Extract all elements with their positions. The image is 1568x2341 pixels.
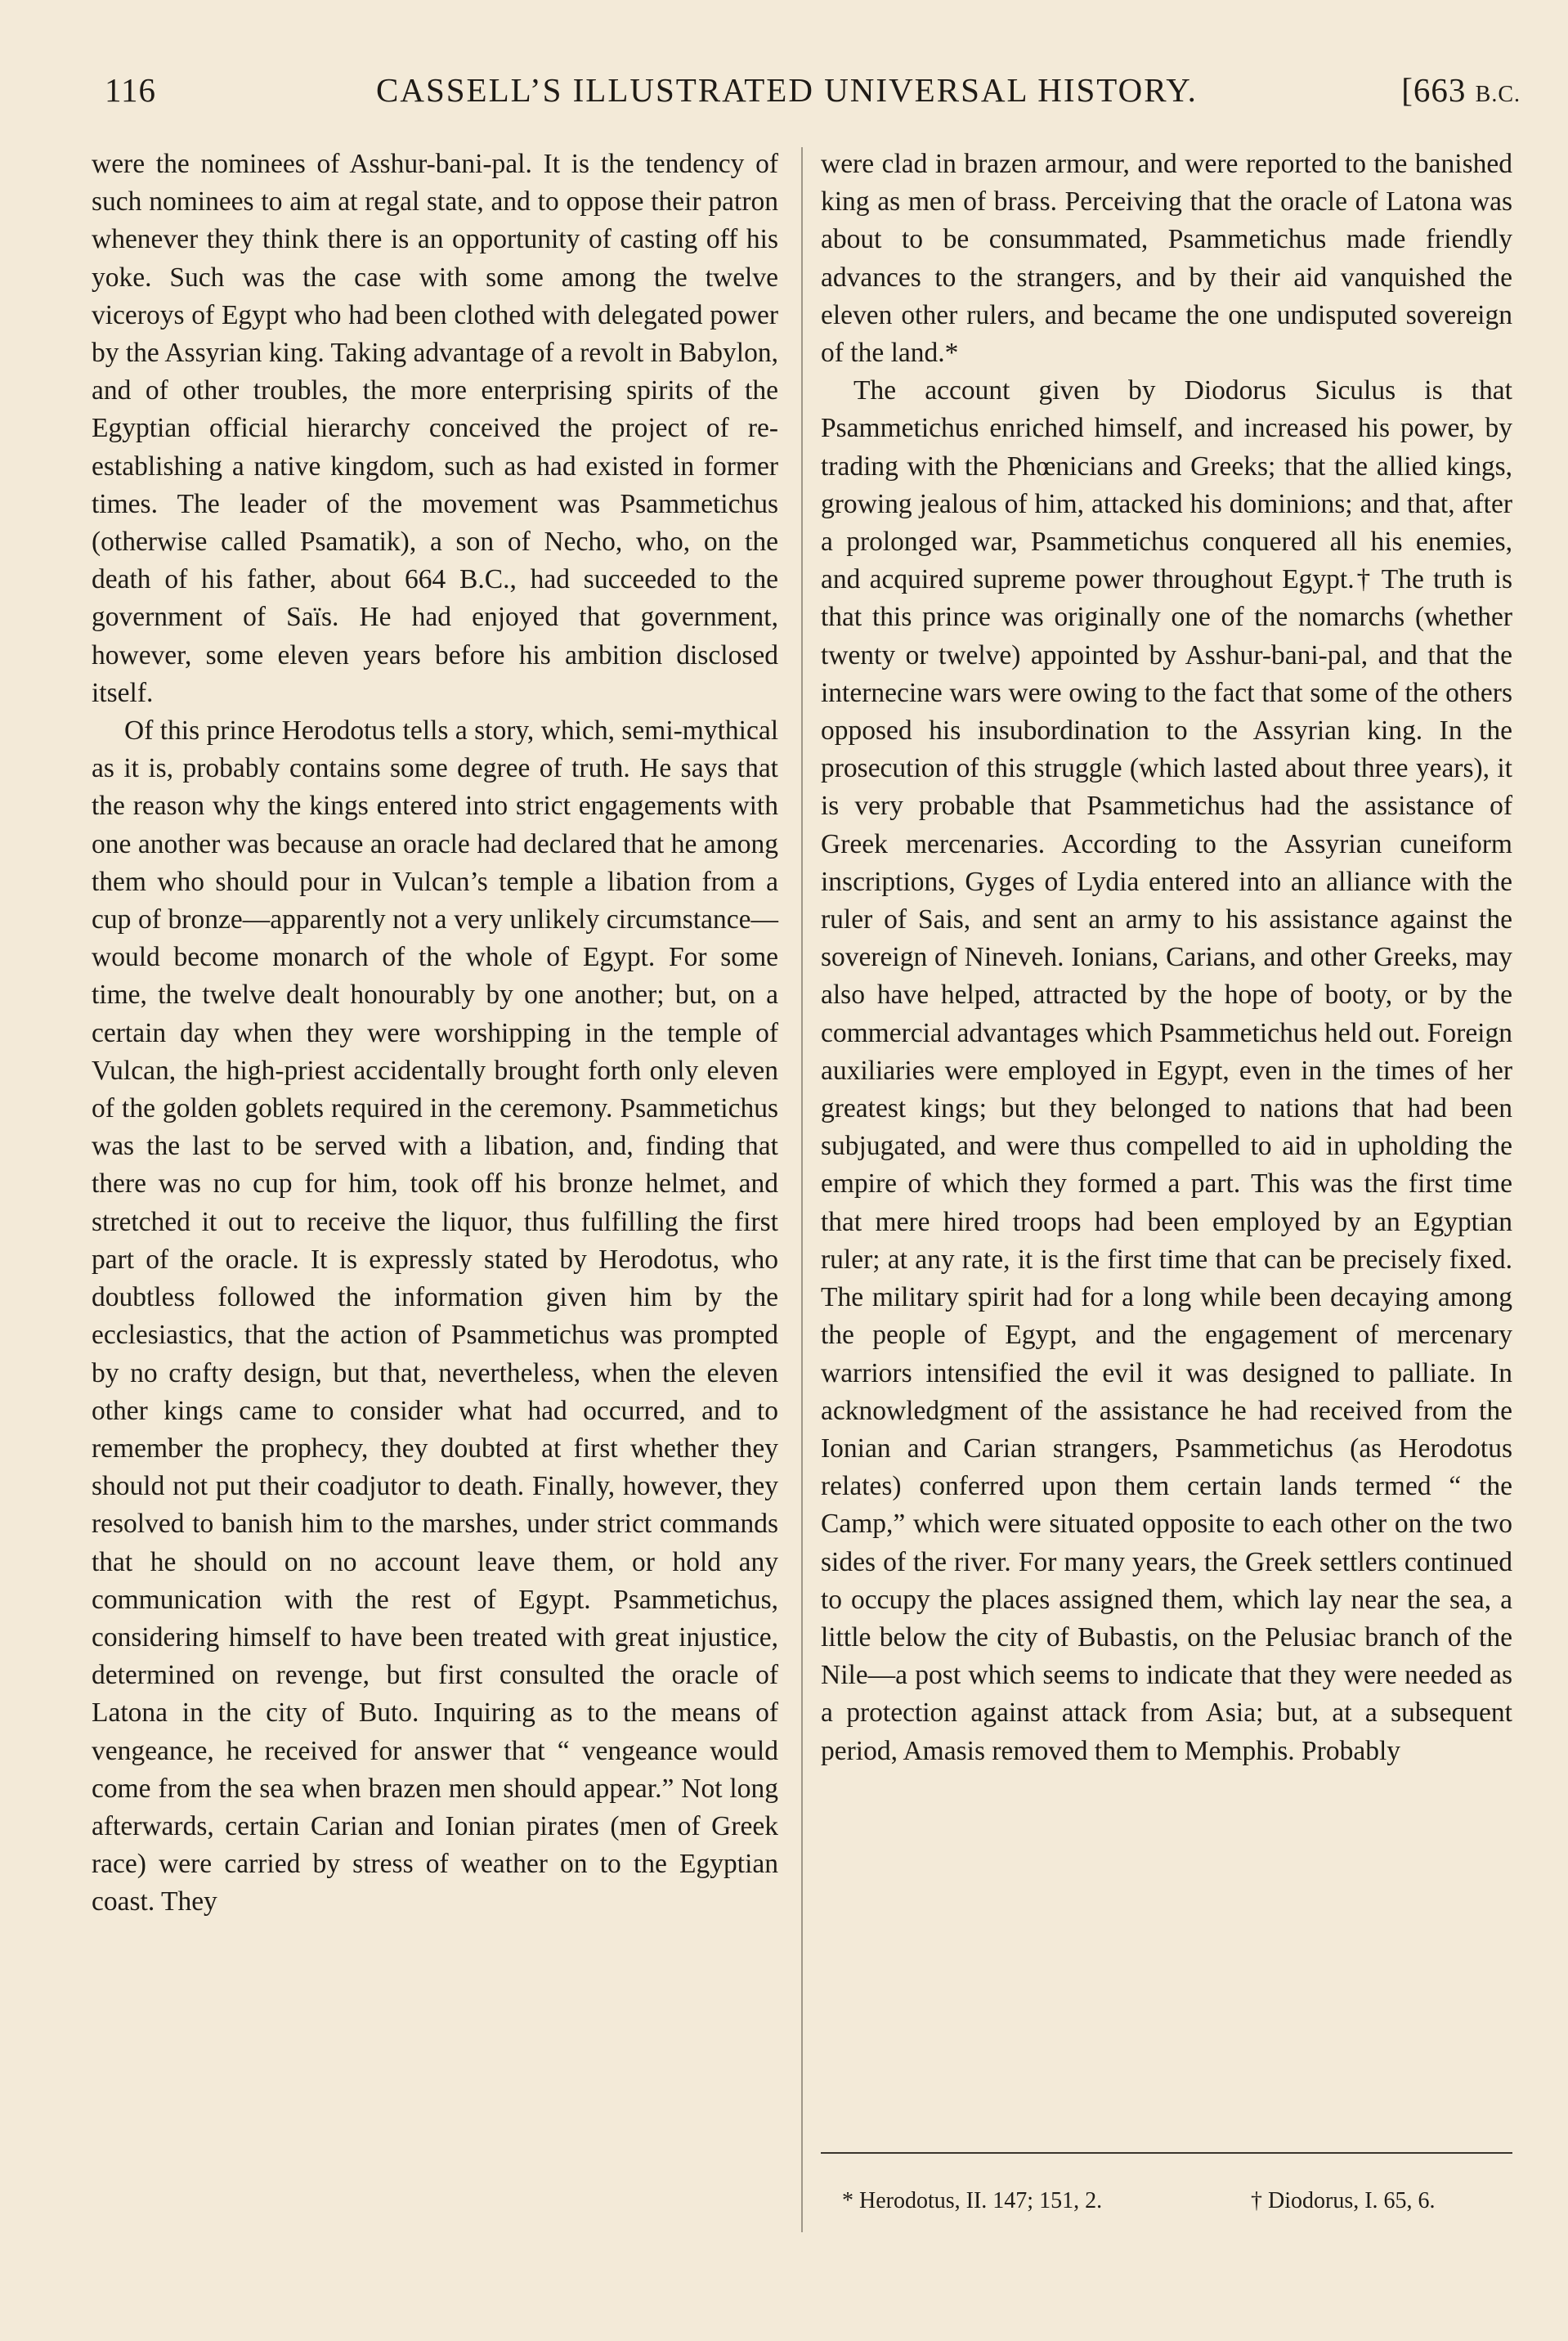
date-year: [663: [1401, 71, 1467, 109]
page-number: 116: [105, 71, 156, 109]
footnote-herodotus: * Herodotus, II. 147; 151, 2.: [842, 2188, 1103, 2213]
column-divider: [801, 147, 803, 2232]
running-title: CASSELL’S ILLUSTRATED UNIVERSAL HISTORY.: [376, 71, 1198, 109]
right-paragraph-2: The account given by Diodorus Siculus is that Psammetichus enriched himself, and increased his power, by trading with the Phœnicians and Greeks; that the allied kings, growing jealous of him, attacked his dominions; and that, after a prolonged war, Psammetichus conquered all his enemies, and acquired supreme power throughout Egypt.† The truth is that this prince was originally one of the nomarchs (whether twenty or twelve) appointed by Asshur-bani-pal, and that the internecine wars were owing to the fact that some of the others opposed his insubordination to the Assyrian king. In the prosecution of this struggle (which lasted about three years), it is very probable that Psammetichus had the assistance of Greek mercenaries. According to the Assyrian cuneiform inscriptions, Gyges of Lydia entered into an alliance with the ruler of Sais, and sent an army to his assistance against the sovereign of Nineveh. Ionians, Carians, and other Greeks, may also have helped, attracted by the hope of booty, or by the commercial advantages which Psammetichus held out. Foreign auxiliaries were employed in Egypt, even in the times of her greatest kings; but they belonged to nations that had been subjugated, and were thus compelled to aid in upholding the empire of which they formed a part. This was the first time that mere hired troops had been employed by an Egyptian ruler; at any rate, it is the first time that can be precisely fixed. The military spirit had for a long while been decaying among the people of Egypt, and the engagement of mercenary warriors intensified the evil it was designed to palliate. In acknowledgment of the assistance he had received from the Ionian and Carian strangers, Psammetichus (as Herodotus relates) conferred upon them certain lands termed “ the Camp,” which were situated opposite to each other on the two sides of the river. For many years, the Greek settlers continued to occupy the places assigned them, which lay near the sea, a little below the city of Bubastis, on the Pelusiac branch of the Nile—a post which seems to indicate that they were needed as a protection against attack from Asia; but, at a subsequent period, Amasis removed them to Memphis. Probably: [821, 375, 1512, 1766]
footnote-rule: [821, 2152, 1512, 2154]
date-era: B.C.: [1475, 82, 1521, 107]
running-header: [98, 70, 1521, 119]
right-paragraph-1: were clad in brazen armour, and were reported to the banished king as men of brass. Perceiving that the oracle of Latona was about to be consummated, Psammetichus made friendly advances to the strangers, and by their aid vanquished the eleven other rulers, and became the one undisputed sovereign of the land.*: [821, 149, 1512, 369]
footnotes: [842, 2188, 1512, 2224]
left-paragraph-2: Of this prince Herodotus tells a story, which, semi-mythical as it is, probably contains some degree of truth. He says that the reason why the kings entered into strict engagements with one another was because an oracle had declared that he among them who should pour in Vulcan’s temple a libation from a cup of bronze—apparently not a very unlikely circumstance—would become monarch of the whole of Egypt. For some time, the twelve dealt honourably by one another; but, on a certain day when they were worshipping in the temple of Vulcan, the high-priest accidentally brought forth only eleven of the golden goblets required in the ceremony. Psammetichus was the last to be served with a libation, and, finding that there was no cup for him, took off his bronze helmet, and stretched it out to receive the liquor, thus fulfilling the first part of the oracle. It is expressly stated by Herodotus, who doubtless followed the information given him by the ecclesiastics, that the action of Psammetichus was prompted by no crafty design, but that, nevertheless, when the eleven other kings came to consider what had occurred, and to remember the prophecy, they doubted at first whether they should not put their coadjutor to death. Finally, however, they resolved to banish him to the marshes, under strict commands that he should on no account leave them, or hold any communication with the rest of Egypt. Psammetichus, considering himself to have been treated with great injustice, determined on revenge, but first consulted the oracle of Latona in the city of Buto. Inquiring as to the means of vengeance, he received for answer that “ vengeance would come from the sea when brazen men should appear.” Not long afterwards, certain Carian and Ionian pirates (men of Greek race) were carried by stress of weather on to the Egyptian coast. They: [92, 715, 778, 1917]
right-column: [821, 146, 1512, 1770]
date-reference: [1401, 70, 1521, 110]
left-column: [92, 146, 778, 1922]
left-paragraph-1: were the nominees of Asshur-bani-pal. It is the tendency of such nominees to aim at regal state, and to oppose their patron whenever they think there is an opportunity of casting off his yoke. Such was the case with some among the twelve viceroys of Egypt who had been clothed with delegated power by the Assyrian king. Taking advantage of a revolt in Babylon, and of other troubles, the more enterprising spirits of the Egyptian official hierarchy conceived the project of re-establishing a native kingdom, such as had existed in former times. The leader of the movement was Psammetichus (otherwise called Psamatik), a son of Necho, who, on the death of his father, about 664 B.C., had succeeded to the government of Saïs. He had enjoyed that government, however, some eleven years before his ambition disclosed itself.: [92, 149, 778, 708]
footnote-diodorus: † Diodorus, I. 65, 6.: [1251, 2188, 1436, 2213]
